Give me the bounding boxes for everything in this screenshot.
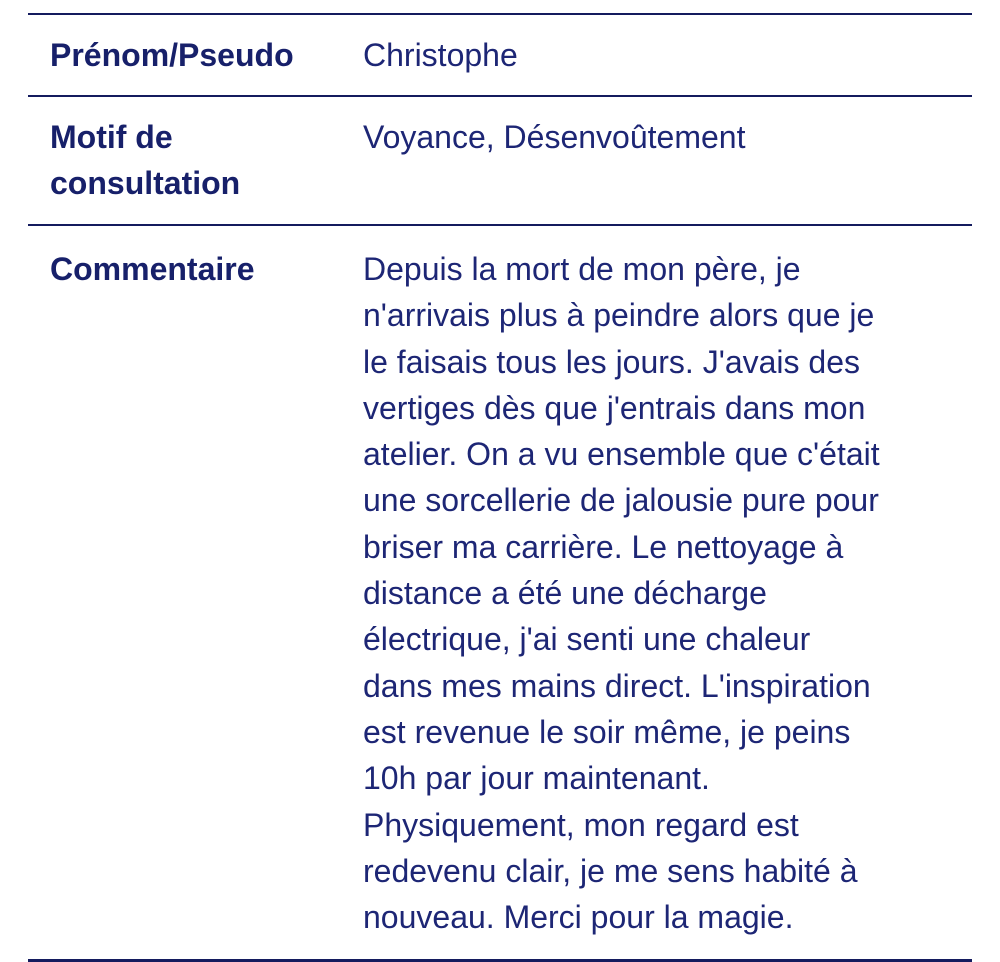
reason-label-line1: Motif de	[50, 119, 173, 155]
name-row	[28, 13, 972, 95]
comment-row	[28, 224, 972, 962]
reason-label	[28, 114, 363, 224]
name-label: Prénom/Pseudo	[50, 37, 294, 73]
reason-value: Voyance, Désenvoûtement	[363, 119, 746, 155]
reason-row	[28, 95, 972, 224]
comment-value: Depuis la mort de mon père, je n'arrivais plus à peindre alors que je le faisais tous les jours. J'avais des vertiges dès que j'entrais dans mon atelier. On a vu ensemble que c'était une sorcellerie de jalousie pure pour briser ma carrière. Le nettoyage à distance a été une décharge électrique, j'ai senti une chaleur dans mes mains direct. L'inspiration est revenue le soir même, je peins 10h par jour maintenant. Physiquement, mon regard est redevenu clair, je me sens habité à nouveau. Merci pour la magie.	[363, 251, 880, 936]
consultation-details-table	[28, 13, 972, 962]
comment-label: Commentaire	[50, 251, 255, 287]
reason-label-line2: consultation	[50, 165, 241, 201]
name-value: Christophe	[363, 37, 518, 73]
